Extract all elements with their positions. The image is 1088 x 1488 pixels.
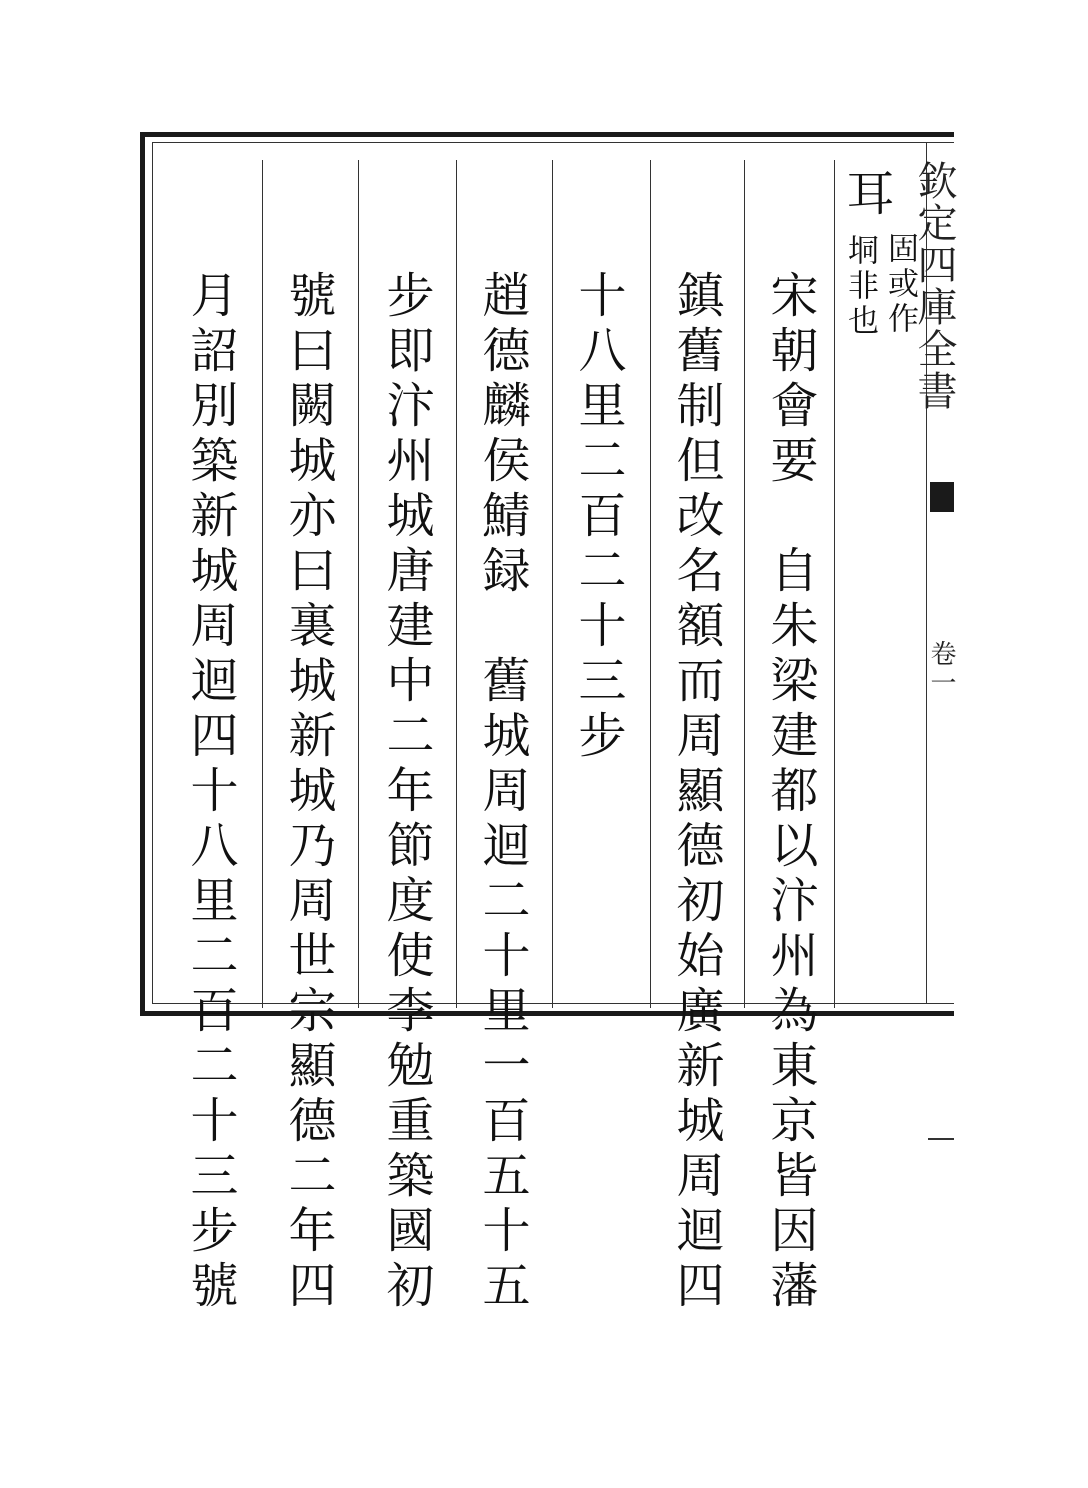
column-rule [650,160,651,1008]
column-rule [744,160,745,1008]
book-title: 欽定四庫全書 [911,160,957,412]
text-column-6: 步即汴州城唐建中二年節度使李勉重築國初 [378,270,434,1315]
juan-number: 卷一 [926,640,956,698]
column-rule [552,160,553,1008]
column-rule [262,160,263,1008]
text-column-4: 十八里二百二十三步 [570,270,626,765]
note-right: 固或作 [882,232,918,337]
text-column-2: 宋朝會要 自朱梁建都以汴州為東京皆因藩 [762,270,818,1315]
text-column-7: 號曰闕城亦曰裏城新城乃周世宗顯德二年四 [280,270,336,1315]
text-column-1: 耳 [838,168,894,223]
column-rule [834,160,835,1008]
column-rule [456,160,457,1008]
note-left: 垌非也 [842,234,878,339]
fishtail-mark [930,482,954,512]
text-column-5: 趙德麟侯鯖録 舊城周迴二十里一百五十五 [474,270,530,1315]
column-rule [358,160,359,1008]
text-column-8: 月詔別築新城周迴四十八里二百二十三步號 [182,270,238,1315]
text-column-3: 鎮舊制但改名額而周顯德初始廣新城周迴四 [668,270,724,1315]
folio-number [928,1138,954,1140]
